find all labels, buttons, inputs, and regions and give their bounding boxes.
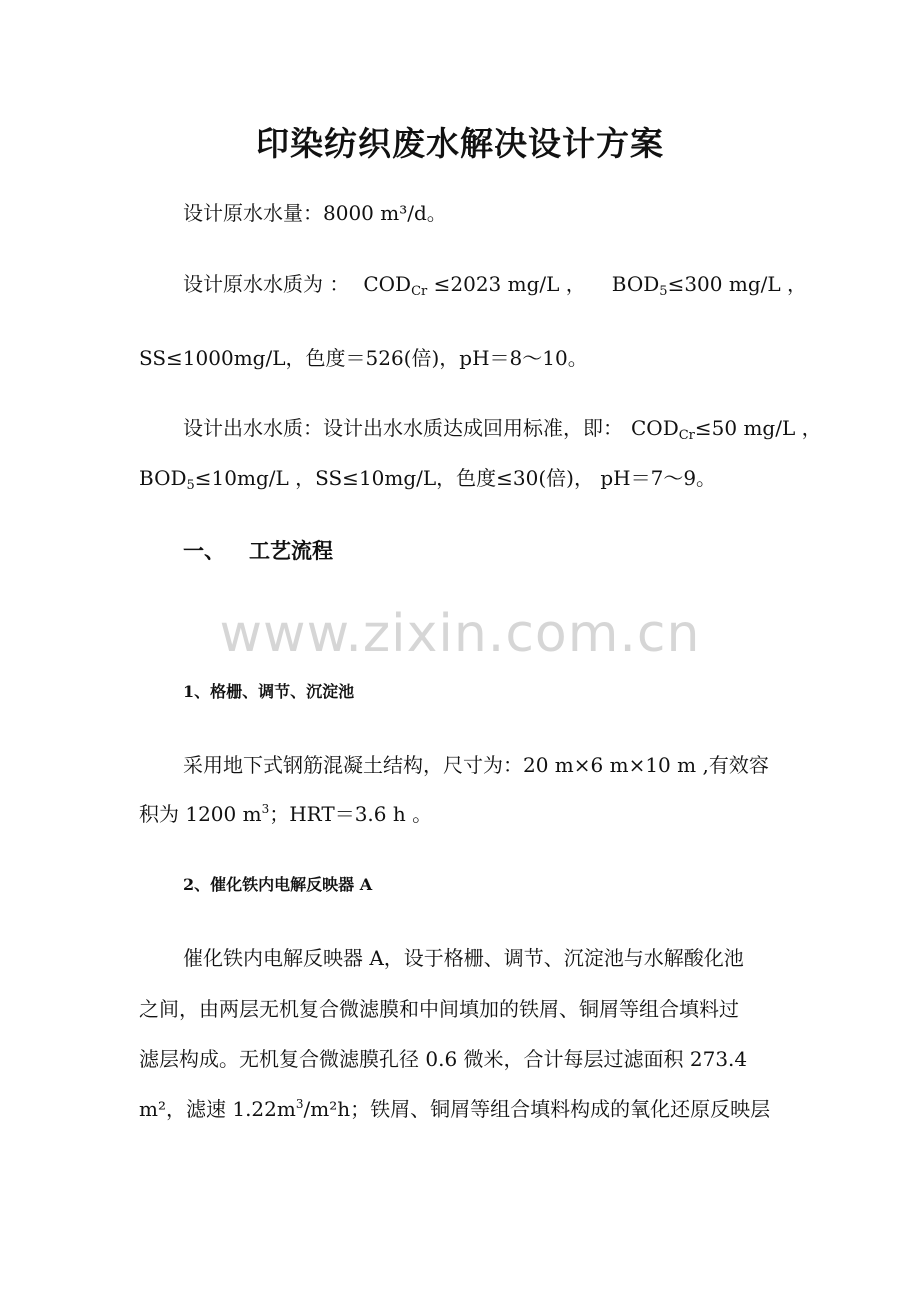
- subsection-2-line-3: 滤层构成。无机复合微滤膜孔径 0.6 微米，合计每层过滤面积 273.4: [139, 1047, 748, 1071]
- volume-text: 积为 1200 m: [139, 802, 262, 826]
- section-number: 一、: [183, 538, 225, 563]
- cod-influent-value: ≤2023 mg/L ，: [427, 272, 586, 296]
- subsection-2-line-2: 之间，由两层无机复合微滤膜和中间填加的铁屑、铜屑等组合填料过: [139, 997, 739, 1021]
- subsection-heading-1: 1、格栅、调节、沉淀池: [183, 682, 355, 701]
- cubic-superscript: 3: [261, 802, 270, 816]
- influent-quality-label: 设计原水水质为 ：: [183, 272, 350, 296]
- section-title: 工艺流程: [249, 538, 333, 563]
- influent-quality-line-2: SS≤1000mg/L，色度＝526(倍)，pH＝8～10。: [139, 346, 588, 370]
- filter-rate-text: m²，滤速 1.22m: [139, 1097, 296, 1121]
- subsection-2-line-1: 催化铁内电解反映器 A，设于格栅、调节、沉淀池与水解酸化池: [183, 946, 744, 970]
- bod-label-out: BOD: [139, 466, 187, 490]
- cod-label: COD: [363, 272, 412, 296]
- bod-effluent-value: ≤10mg/L ，SS≤10mg/L，色度≤30(倍)， pH＝7～9。: [194, 466, 717, 490]
- filter-rate-text-2: /m²h；铁屑、铜屑等组合填料构成的氧化还原反映层: [303, 1097, 771, 1121]
- subsection-1-paragraph-line-2: [139, 798, 432, 827]
- effluent-quality-line: [183, 412, 822, 443]
- bod-subscript-out: 5: [186, 478, 195, 493]
- design-flow-line: 设计原水水量：8000 m³/d。: [183, 201, 447, 225]
- cod-subscript: Cr: [411, 284, 428, 299]
- cod-effluent-value: ≤50 mg/L ，: [694, 416, 822, 440]
- subsection-1-paragraph-line-1: 采用地下式钢筋混凝土结构，尺寸为：20 m×6 m×10 m ,有效容: [183, 753, 769, 777]
- subsection-heading-2: 2、催化铁内电解反映器 A: [183, 875, 373, 894]
- effluent-quality-label: 设计出水水质：设计出水水质达成回用标准，即：: [183, 416, 623, 440]
- influent-quality-line: [183, 268, 807, 299]
- watermark: www.zixin.com.cn: [219, 604, 701, 664]
- hrt-text: ；HRT＝3.6 h 。: [269, 802, 433, 826]
- cod-subscript-out: Cr: [678, 428, 695, 443]
- cod-label-out: COD: [631, 416, 679, 440]
- bod-subscript: 5: [659, 284, 668, 299]
- document-title: 印染纺织废水解决设计方案: [256, 124, 664, 163]
- cubic-superscript-2: 3: [295, 1097, 304, 1111]
- bod-label: BOD: [611, 272, 660, 296]
- effluent-quality-line-2: [139, 462, 716, 493]
- section-heading-process: [183, 535, 333, 565]
- bod-influent-value: ≤300 mg/L ，: [667, 272, 807, 296]
- subsection-2-line-4: [139, 1093, 770, 1122]
